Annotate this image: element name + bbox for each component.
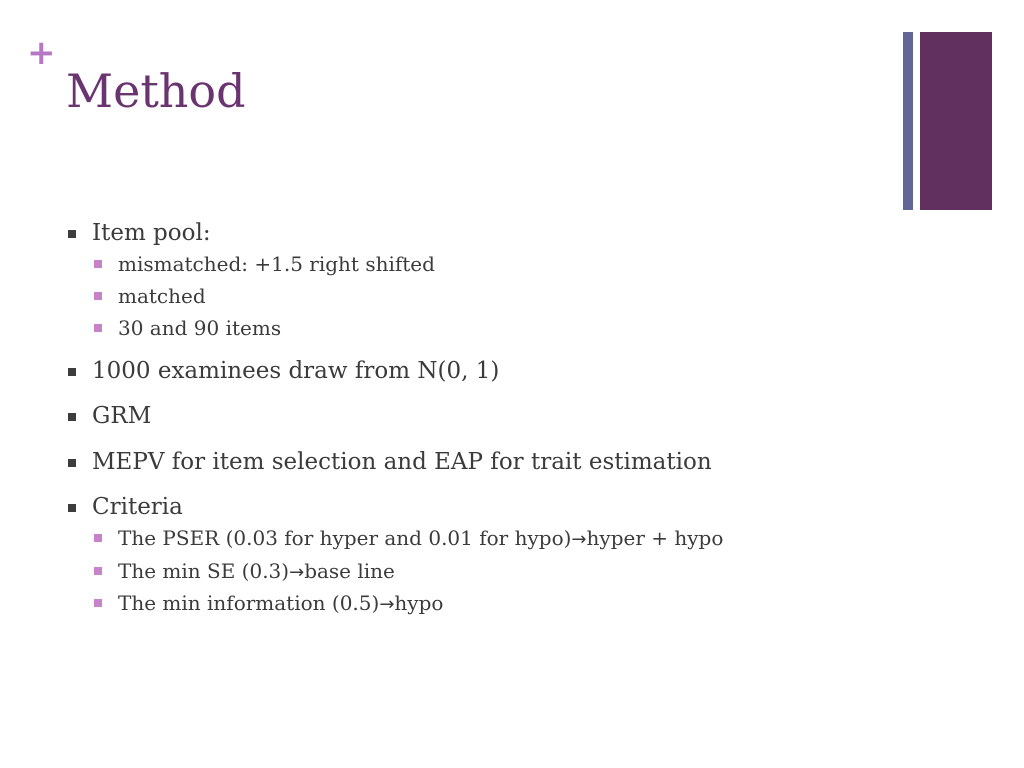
sub-bullet-text-after: base line bbox=[304, 558, 395, 583]
decorative-thin-bar bbox=[903, 32, 913, 210]
sub-bullet-item bbox=[92, 284, 868, 308]
sub-bullet-text-before: The min SE (0.3) bbox=[118, 558, 290, 583]
bullet-text: Item pool: bbox=[92, 220, 211, 246]
square-bullet-icon bbox=[94, 567, 102, 575]
bullet-item-mepv bbox=[68, 449, 868, 477]
bullet-item-item-pool bbox=[68, 220, 868, 340]
sub-bullet-text: mismatched: +1.5 right shifted bbox=[118, 251, 435, 276]
square-bullet-icon bbox=[68, 368, 76, 376]
square-bullet-icon bbox=[94, 292, 102, 300]
square-bullet-icon bbox=[94, 260, 102, 268]
bullet-list bbox=[68, 220, 868, 634]
sub-bullet-text: matched bbox=[118, 283, 206, 308]
decorative-wide-bar bbox=[920, 32, 992, 210]
square-bullet-icon bbox=[94, 599, 102, 607]
right-arrow-icon: → bbox=[571, 528, 587, 550]
sub-bullet-item bbox=[92, 526, 868, 551]
bullet-item-grm bbox=[68, 403, 868, 431]
sub-bullet-text: 30 and 90 items bbox=[118, 315, 282, 340]
right-arrow-icon: → bbox=[289, 561, 305, 583]
square-bullet-icon bbox=[68, 504, 76, 512]
sub-bullet-text-after: hypo bbox=[394, 591, 444, 616]
sub-bullet-text-before: The min information (0.5) bbox=[118, 591, 380, 616]
sub-bullet-item bbox=[92, 559, 868, 584]
bullet-text: 1000 examinees draw from N(0, 1) bbox=[92, 357, 500, 384]
bullet-text: MEPV for item selection and EAP for trait estimation bbox=[92, 448, 712, 475]
sub-bullet-item bbox=[92, 252, 868, 276]
sub-bullet-text-after: hyper + hypo bbox=[586, 525, 724, 550]
slide-title: Method bbox=[66, 64, 246, 118]
sub-bullet-list bbox=[92, 252, 868, 340]
sub-bullet-list bbox=[92, 526, 868, 616]
bullet-item-criteria bbox=[68, 494, 868, 615]
square-bullet-icon bbox=[68, 230, 76, 238]
sub-bullet-item bbox=[92, 316, 868, 340]
square-bullet-icon bbox=[68, 413, 76, 421]
square-bullet-icon bbox=[94, 534, 102, 542]
square-bullet-icon bbox=[94, 324, 102, 332]
bullet-text: GRM bbox=[92, 403, 152, 430]
square-bullet-icon bbox=[68, 459, 76, 467]
plus-icon: + bbox=[27, 33, 56, 73]
sub-bullet-text-before: The PSER (0.03 for hyper and 0.01 for hypo) bbox=[118, 525, 572, 550]
right-arrow-icon: → bbox=[379, 594, 395, 616]
bullet-item-examinees bbox=[68, 358, 868, 386]
bullet-text: Criteria bbox=[92, 494, 183, 521]
sub-bullet-item bbox=[92, 591, 868, 616]
